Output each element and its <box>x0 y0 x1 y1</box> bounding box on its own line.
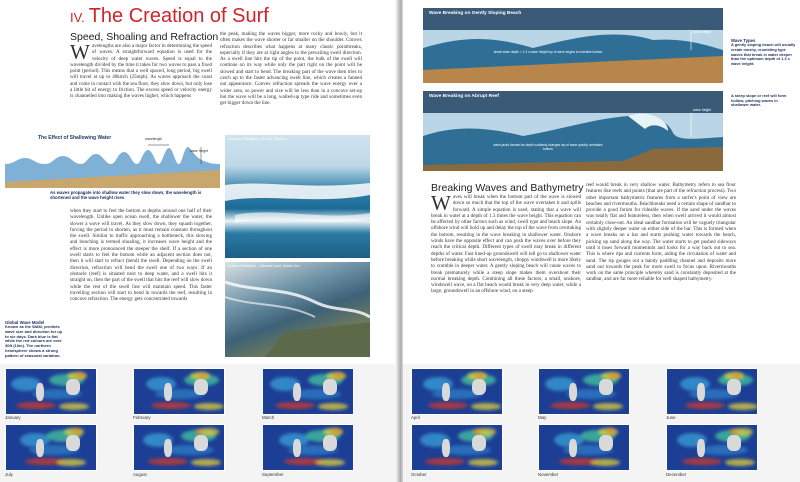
heatmap-blob <box>195 429 205 434</box>
figure-caption-shallowing: As waves propagate into shallow water they slow down, the wavelength is shortened and the wave height rises <box>50 190 202 201</box>
landmass <box>442 383 450 401</box>
heatmap-blob <box>72 429 82 434</box>
landmass <box>323 379 337 395</box>
heatmap-blob <box>148 458 188 465</box>
map-december <box>666 424 758 471</box>
wave-types-title: Wave Types <box>731 38 756 43</box>
landmass <box>697 383 705 401</box>
landmass <box>727 435 741 451</box>
heatmap-blob <box>471 403 501 410</box>
map-august <box>133 424 225 471</box>
heatmap-blob <box>685 402 725 409</box>
diagram1-note: break when depth = 1.3 x wave height top of wave begins to overtake bottom <box>493 50 603 54</box>
reef-photo-art <box>225 135 370 258</box>
map-label: July <box>5 472 13 477</box>
diagram1-title: Wave Breaking on Gently Sloping Beach <box>429 11 522 16</box>
landmass <box>66 435 80 451</box>
heatmap-blob <box>59 403 89 410</box>
map-february <box>133 368 225 415</box>
landmass <box>472 379 486 395</box>
heatmap-blob <box>428 402 468 409</box>
chapter-title: The Creation of Surf <box>88 5 269 27</box>
heatmap-blob <box>334 373 344 378</box>
photo-concave-refraction <box>225 135 370 258</box>
chapter-number: IV. <box>70 10 85 25</box>
left-column-1-text <box>70 43 212 131</box>
right-page <box>403 0 800 482</box>
landmass <box>323 435 337 451</box>
heatmap-blob <box>729 429 739 434</box>
section-title-shoaling: Speed, Shoaling and Refraction <box>70 31 219 43</box>
landmass <box>36 439 44 457</box>
heatmap-blob <box>198 373 208 378</box>
heatmap-blob <box>475 373 485 378</box>
section-title-bathymetry: Breaking Waves and Bathymetry <box>431 182 584 194</box>
sidebar-text: Known as the WAM, predicts wave size and direction for up to six days. Dark blue is flat while the red colours are over 30ft (10m). The northern hemisphere shows a strong pattern of seasonal variation. <box>5 324 63 358</box>
figure-title-shallowing: The Effect of Shallowing Water <box>38 135 112 141</box>
heatmap-blob <box>468 459 498 466</box>
paragraph: aves will break when the bottom part of the wave is slowed down so much that the top of the wave overtakes it and spills forward. A simple equation is used, stating that a wave will break in water at a depth of 1.3 times the wave height. This equation can be affected by other factors such as wind, swell type and beach slope. An offshore wind will hold up and delay the top of the wave from overtaking the bottom, resulting in the wave breaking in shallower water. Onshore winds have the opposite effect and can push the waves over before they reach the critical depth. Different types of swell may break in different depths of water. Fast lined-up groundswell will tell go to shallower water before breaking while short wavelength, choppy windswell is more likely to crumble in deeper water. A gently sloping beach will cause waves to break prematurely while a steep slope makes them overshoot their normal breaking depth. Combining all these factors, a small, onshore, windswell wave, on a flat beach would break in very deep water, while a large, groundswell in an offshore wind, on a steep <box>431 194 581 295</box>
right-column-2-text: reef would break in very shallow water. Bathymetry refers to sea floor features like reefs and points (that are part of the refraction process). Two other important bathymetric features from a surfer's point of view are beaches and rivermouths. Beachbreaks need a certain shape of sandbar to provide a good forum for rideable waves. If the sand under the waves was totally flat and featureless, then when swell arrived it would almost certainly close-out. An ideal sandbar formation will be vaguely triangular with slightly deeper water on either side of the bar. This is formed when a wave breaks on a bar and starts pushing water towards the beach, picking up sand along the way. The water starts to get pushed sideways until it loses forward momentum and looks for a way back out to sea. This is where rips and currents form, aiding the circulation of water and sand. The rip gouges out a handy paddling channel and deposits more sand out towards the peak for more swell to focus upon. Rivermouths work on the same principle whereby sand is constantly deposited at the sandbar, and are far more reliable for well shaped bathymetry. <box>586 182 736 283</box>
wave-types-note-reef <box>731 94 796 108</box>
wave-types-text-gentle: A gently sloping beach will usually create mushy, crumbling type waves that break in water deeper than the optimum depth of 1.3 x wave height. <box>731 42 796 66</box>
landmass <box>194 379 208 395</box>
point-photo-art <box>225 262 370 357</box>
landmass <box>599 379 613 395</box>
map-november <box>538 424 630 471</box>
map-march <box>262 368 354 415</box>
paragraph: avelengths are also a major factor in determining the speed of waves. A straightforward equation is used for the velocity of deep water waves. Speed is equal to the wavelength divided by the time it takes for two waves to pass a fixed point (period). This means that a well spaced, long period, big swell will travel at up to 40km/h (25mph). As waves approach the coast and come in contact with the sea floor, they slow down, but only lose a little bit of energy to friction. The excess speed or velocity energy is channelled into making the waves higher, which happens <box>70 43 212 100</box>
right-column-1-text <box>431 194 581 360</box>
label-wavelength: wavelength <box>145 137 163 141</box>
heatmap-blob <box>331 429 341 434</box>
map-label: November <box>538 472 559 477</box>
left-column-1-continued: when they start to feel the bottom at depths around one half of their wavelength. Unlike open ocean swell, the shallower the water, the slower a wave will travel. As they slow down, they squash together, forcing the period to shorten, as it must remain constant throughout the swell. Similar to traffic approaching a bottleneck, this slowing and bunching is termed shoaling, it increases wave height and the effect is more pronounced the steeper the shelf. If a section of one swell starts to feel the bottom while an adjacent section does not, then it will start to refract (bend) the swell. Depending on the swell direction, refraction will bend the swell one of two ways. If an obstacle (reef) is situated next to deep water, and a swell hits it straight on, then the part of the swell that hits the reef will slow down while the rest of the swell line will maintain speed. This faster travelling section will start to bend in towards the reef, resulting in concave refraction. The energy gets concentrated towards <box>70 208 212 303</box>
landmass <box>599 435 613 451</box>
map-label: October <box>411 472 427 477</box>
landmass <box>66 379 80 395</box>
wave-model-maps-right <box>403 364 800 482</box>
map-july <box>5 424 97 471</box>
map-may <box>538 368 630 415</box>
heatmap-blob <box>725 459 755 466</box>
heatmap-blob <box>590 459 620 466</box>
landmass <box>442 439 450 457</box>
photo2-caption: Convex Refraction – Steamer Lane, Santa Cruz <box>228 264 300 268</box>
heatmap-blob <box>728 403 758 410</box>
wave-model-maps-left <box>0 364 397 482</box>
map-label: April <box>411 415 420 420</box>
gentle-beach-art <box>423 8 723 83</box>
heatmap-blob <box>318 403 348 410</box>
map-label: September <box>262 472 284 477</box>
map-label: February <box>133 415 151 420</box>
map-june <box>666 368 758 415</box>
diagram2-wave-height: wave height <box>693 108 712 112</box>
heatmap-blob <box>606 429 616 434</box>
landmass <box>164 383 172 401</box>
dropcap: W <box>431 194 451 215</box>
wave-types-text-reef: A steep slope or reef will form hollow, pitching waves in shallower water. <box>731 93 787 108</box>
sidebar-global-wave-model <box>5 320 65 359</box>
left-page <box>0 0 397 482</box>
map-label: May <box>538 415 547 420</box>
landmass <box>569 383 577 401</box>
map-october <box>411 424 503 471</box>
map-label: January <box>5 415 21 420</box>
diagram2-note: wave jacks forward as depth suddenly changes top of wave quickly overtakes bottom <box>493 143 603 151</box>
landmass <box>569 439 577 457</box>
map-label: August <box>133 472 147 477</box>
landmass <box>194 435 208 451</box>
dropcap: W <box>70 43 90 64</box>
abrupt-reef-art <box>423 91 723 171</box>
heatmap-blob <box>75 373 85 378</box>
heatmap-blob <box>16 402 56 409</box>
chapter-heading <box>70 5 269 28</box>
map-january <box>5 368 97 415</box>
wave-types-note <box>731 38 796 67</box>
map-september <box>262 424 354 471</box>
landmass <box>164 439 172 457</box>
shallowing-water-diagram <box>5 142 220 188</box>
heatmap-blob <box>609 373 619 378</box>
map-label: December <box>666 472 687 477</box>
map-label: June <box>666 415 676 420</box>
heatmap-blob <box>315 459 345 466</box>
heatmap-blob <box>593 403 623 410</box>
landmass <box>293 383 301 401</box>
landmass <box>472 435 486 451</box>
landmass <box>697 439 705 457</box>
map-april <box>411 368 503 415</box>
diagram1-wave-height: wave height <box>693 30 712 34</box>
photo1-caption: Concave Refraction – St. Leu, Reunion <box>228 137 287 141</box>
heatmap-blob <box>56 459 86 466</box>
photo-convex-refraction <box>225 262 370 357</box>
heatmap-blob <box>425 458 465 465</box>
heatmap-blob <box>194 403 224 410</box>
landmass <box>36 383 44 401</box>
heatmap-blob <box>151 402 191 409</box>
diagram2-title: Wave Breaking on Abrupt Reef <box>429 94 500 99</box>
heatmap-blob <box>275 402 315 409</box>
heatmap-blob <box>191 459 221 466</box>
map-label: March <box>262 415 275 420</box>
sidebar-title: Global Wave Model <box>5 320 45 325</box>
heatmap-blob <box>550 402 590 409</box>
diagram-gentle-beach <box>423 8 723 83</box>
left-column-2-text: the peak, making the waves bigger, more rocky and bowly, but it often makes the wave shorter or far smaller on the shoulder. Convex refraction describes what happens at many classic pointbreaks, especially if they are at right angles to the prevailing swell direction. As a swell line hits the tip of the point, the bulk of the swell will continue on its way while only the part right on the point will be slowed and start to bend. The breaking part of the wave then tries to catch up to the faster advancing swell line, which creates a fanned out appearance. Convex refraction spreads the wave energy over a wider area, so power and size will be less than in a concave set-up but the wave will be a long, walled-up type ride and sometimes even get bigger down the line. <box>220 31 362 107</box>
diagram-abrupt-reef <box>423 91 723 171</box>
landmass <box>727 379 741 395</box>
heatmap-blob <box>732 373 742 378</box>
label-wave-height: wave height <box>190 149 209 153</box>
landmass <box>293 439 301 457</box>
heatmap-blob <box>682 458 722 465</box>
heatmap-blob <box>472 429 482 434</box>
